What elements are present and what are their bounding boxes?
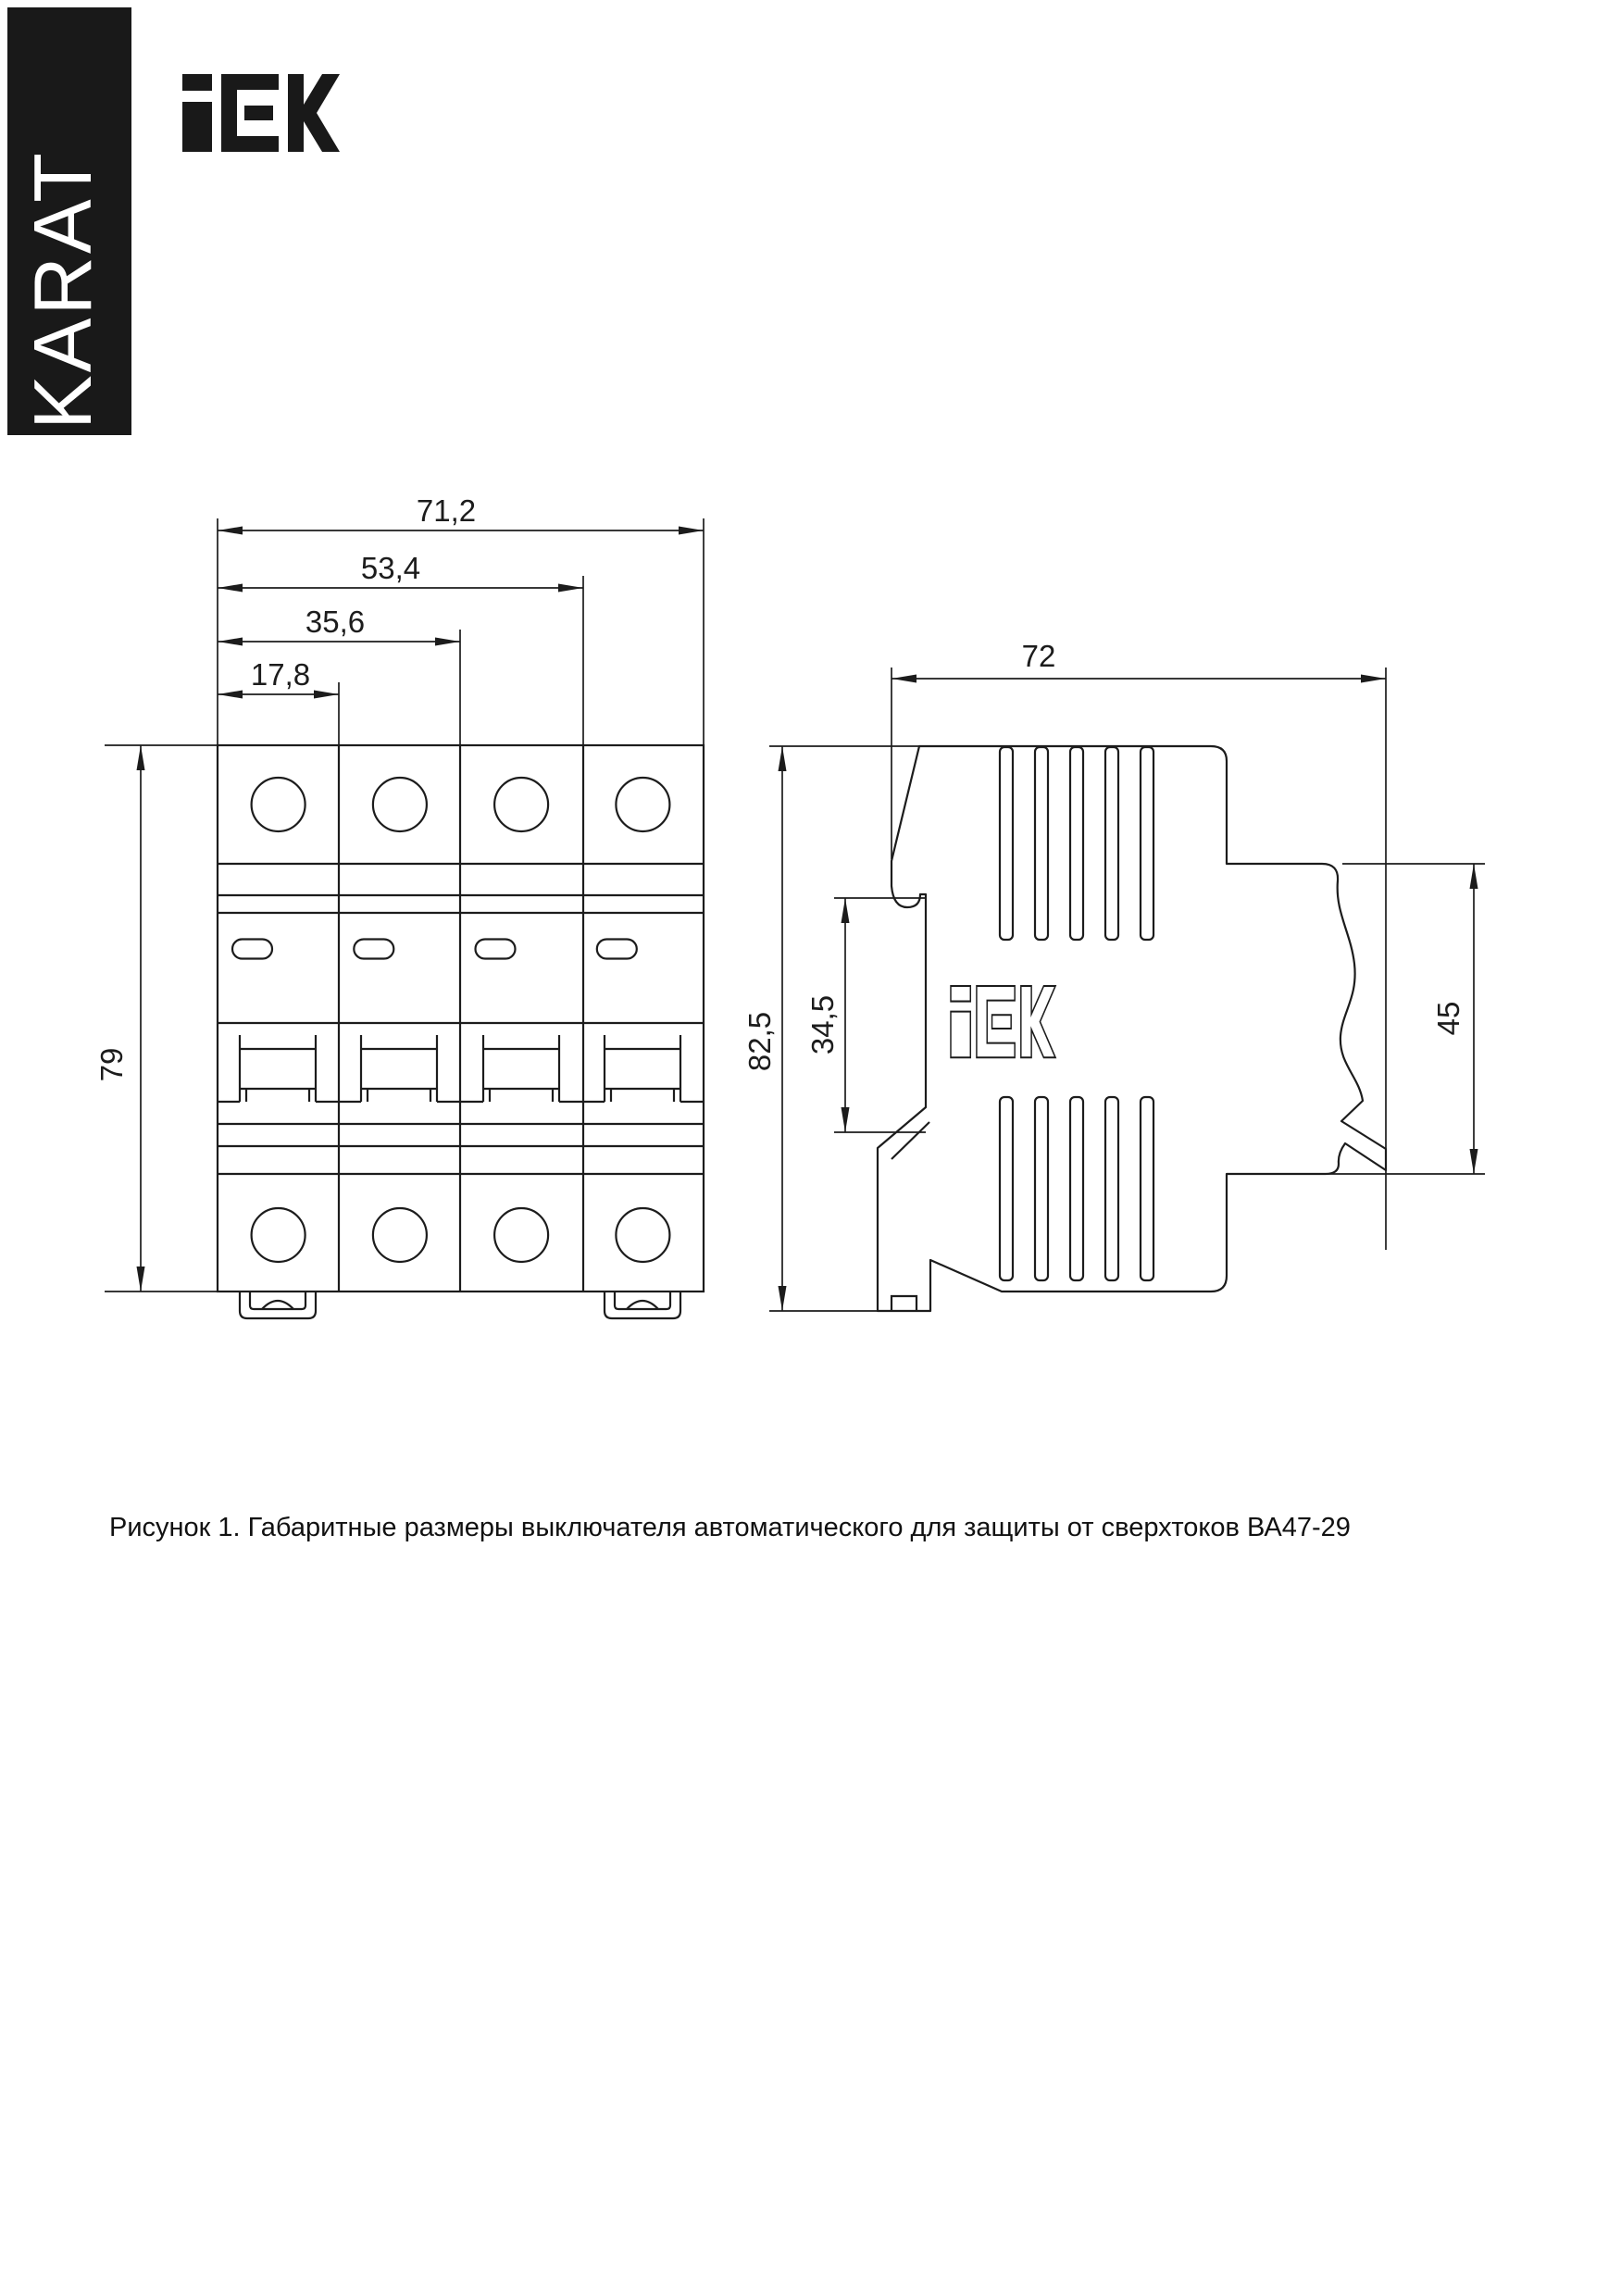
- iek-embossed-logo-icon: [951, 986, 1055, 1057]
- iek-logo-icon: [182, 74, 340, 152]
- side-view: [742, 639, 1485, 1311]
- dim-label-45: 45: [1431, 1001, 1465, 1036]
- figure-caption: Рисунок 1. Габаритные размеры выключателя автоматического для защиты от сверхтоков ВА47-29: [109, 1513, 1351, 1542]
- dim-label-34-5: 34,5: [805, 994, 840, 1055]
- side-view-dimensions: [742, 639, 1485, 1311]
- vent-slots-upper: [1000, 747, 1153, 940]
- karat-banner-label: KARAT: [17, 150, 108, 430]
- vent-slots-lower: [1000, 1097, 1153, 1280]
- dim-label-17-8: 17,8: [250, 657, 311, 692]
- front-view-dimensions: [94, 493, 704, 1292]
- front-view: [94, 493, 704, 1318]
- din-clip-tabs: [240, 1292, 680, 1318]
- dim-label-71-2: 71,2: [416, 493, 477, 528]
- dim-label-53-4: 53,4: [360, 551, 421, 585]
- dim-label-82-5: 82,5: [742, 1011, 777, 1072]
- dim-label-35-6: 35,6: [305, 605, 366, 639]
- dim-label-72: 72: [1021, 639, 1056, 673]
- dim-label-79: 79: [94, 1047, 129, 1082]
